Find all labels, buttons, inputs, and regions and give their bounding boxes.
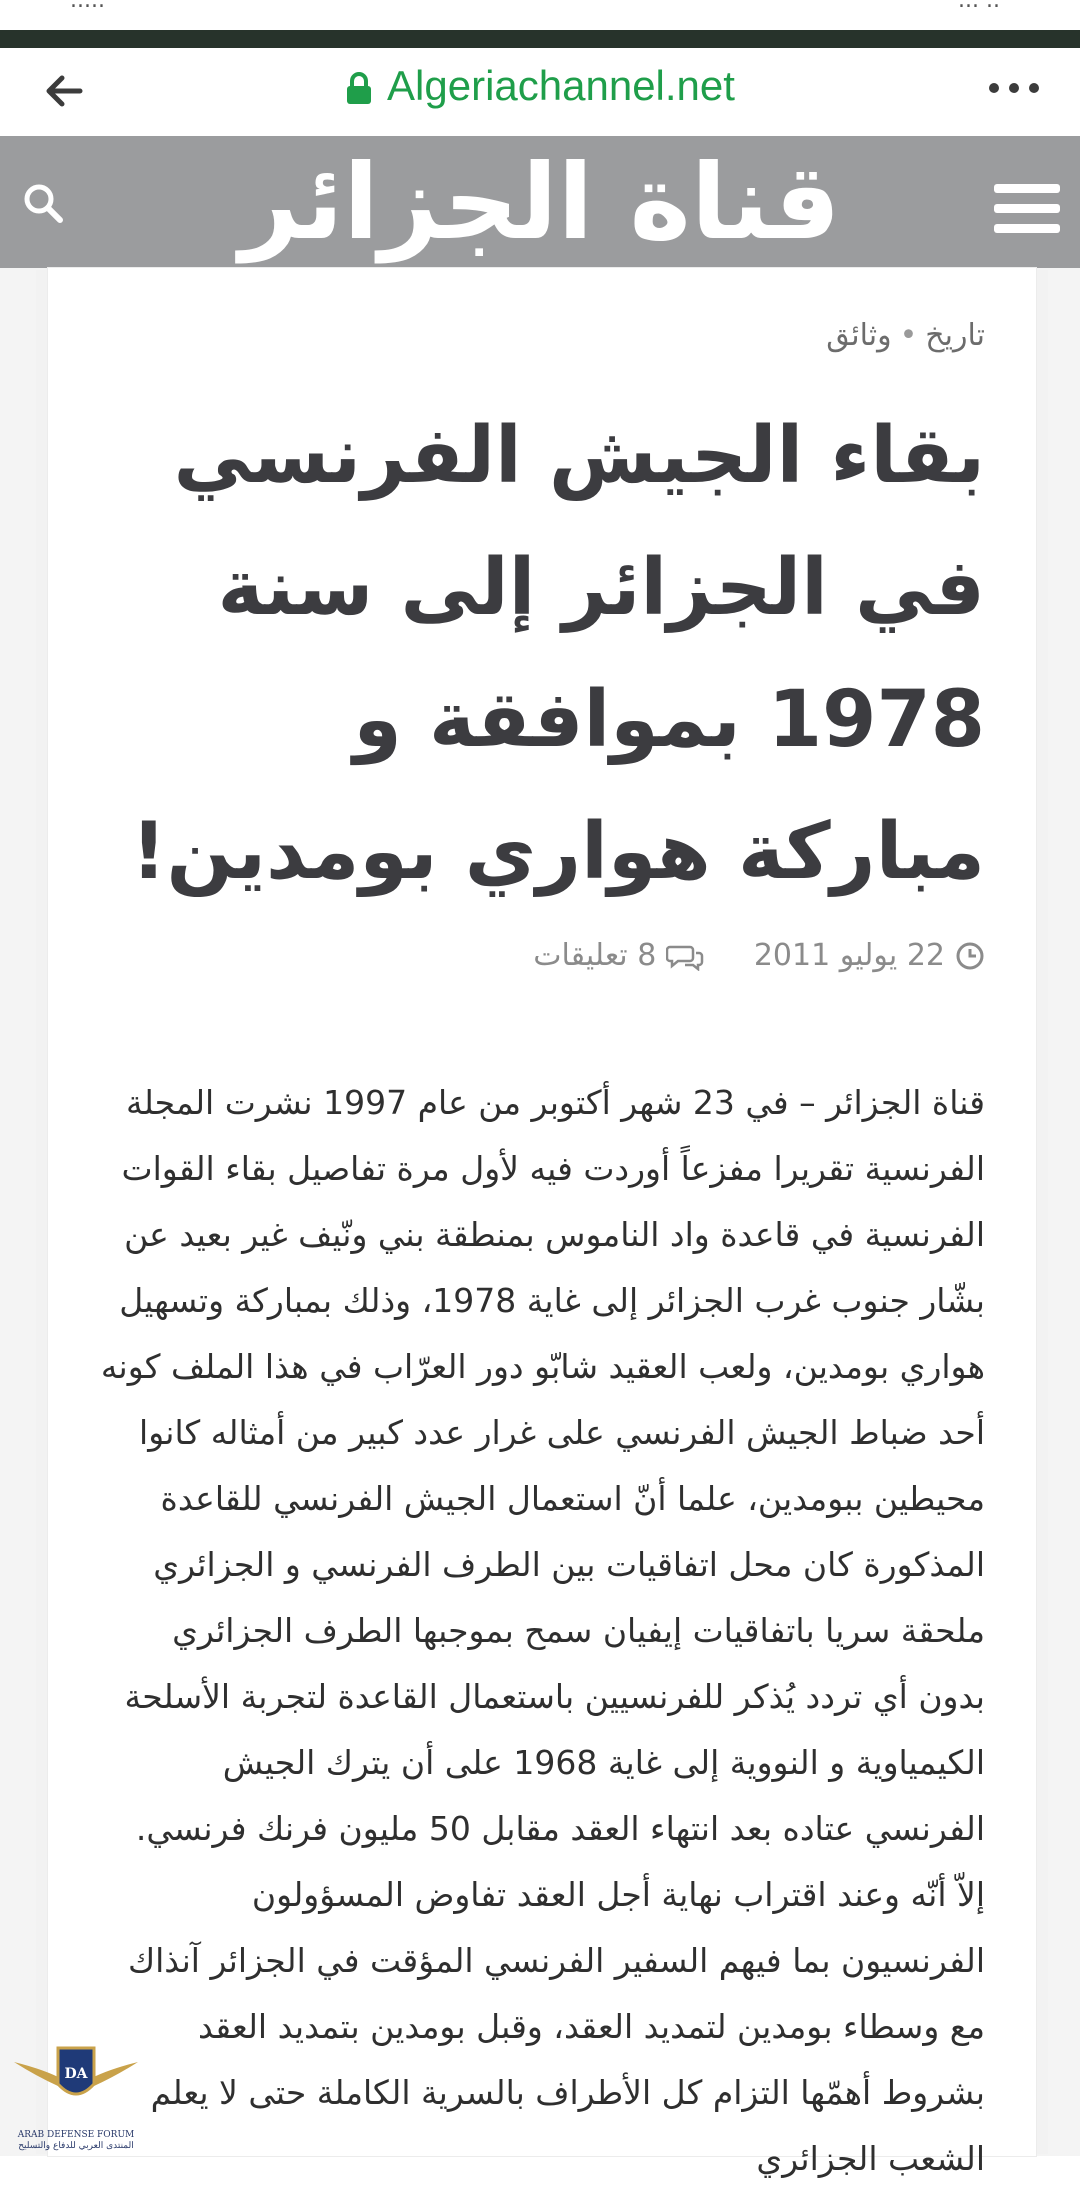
url-field[interactable]: [0, 62, 1080, 110]
article-body: [100, 1070, 985, 2192]
article-date: [754, 938, 985, 973]
more-options-icon[interactable]: [984, 68, 1044, 108]
breadcrumb-item-history[interactable]: تاريخ: [925, 318, 985, 353]
arab-defense-forum-watermark: [6, 2040, 146, 2152]
status-time: .....: [70, 0, 105, 13]
watermark-badge-text: DA: [64, 2066, 88, 2082]
watermark-caption: [6, 2130, 146, 2152]
site-header: [0, 136, 1080, 268]
article-paragraph: قناة الجزائر – في 23 شهر أكتوبر من عام 1997 نشرت المجلة الفرنسية تقريرا مفزعاً أوردت فيه لأول مرة تفاصيل بقاء القوات الفرنسية في قاعدة واد الناموس بمنطقة بني ونّيف غير بعيد عن بشّار جنوب غرب الجزائر إلى غاية 1978، وذلك بمباركة وتسهيل هواري بومدين، ولعب العقيد شابّو دور العرّاب في هذا الملف كونه أحد ضباط الجيش الفرنسي على غرار عدد كبير من أمثاله كانوا محيطين ببومدين، علما أنّ استعمال الجيش الفرنسي للقاعدة المذكورة كان محل اتفاقيات بين الطرف الفرنسي و الجزائري ملحقة سريا باتفاقيات إيفيان سمح بموجبها الطرف الجزائري بدون أي تردد يُذكر للفرنسيين باستعمال القاعدة لتجربة الأسلحة الكيمياوية و النووية إلى غاية 1968 على أن يترك الجيش الفرنسي عتاده بعد انتهاء العقد مقابل 50 مليون فرنك فرنسي.: [100, 1083, 985, 1848]
url-text: Algeriachannel.net: [387, 62, 735, 109]
page-margin-left: [0, 268, 48, 2156]
article-paragraph: إلاّ أنّه وعند اقتراب نهاية أجل العقد تفاوض المسؤولون الفرنسيون بما فيهم السفير الفرنسي المؤقت في الجزائر آنذاك مع وسطاء بومدين لتمديد العقد، وقبل بومدين بتمديد العقد بشروط أهمّها التزام كل الأطراف بالسرية الكاملة حتى لا يعلم الشعب الجزائري: [127, 1875, 985, 2178]
article-comments-text: 8 تعليقات: [533, 938, 657, 973]
article-date-text: 22 يوليو 2011: [753, 938, 945, 973]
article-title: بقاء الجيش الفرنسي في الجزائر إلى سنة 1978 بموافقة و مباركة هواري بومدين!: [130, 411, 985, 897]
clock-icon: [955, 941, 985, 971]
status-bar: [0, 0, 1080, 30]
system-bar-strip: [0, 30, 1080, 48]
winged-shield-logo: [6, 2040, 146, 2124]
watermark-line-en: ARAB DEFENSE FORUM: [17, 2130, 135, 2140]
watermark-line-ar: المنتدى العربي للدفاع والتسليح: [18, 2141, 134, 2151]
breadcrumb-separator: •: [899, 318, 918, 353]
breadcrumb: [100, 318, 985, 353]
status-icons: ... ..: [958, 0, 1000, 13]
hamburger-menu-icon[interactable]: [992, 180, 1062, 236]
lock-icon: [345, 72, 373, 106]
breadcrumb-item-documents[interactable]: وثائق: [826, 318, 892, 353]
article-comments-link[interactable]: [533, 938, 704, 973]
browser-url-bar: [0, 48, 1080, 137]
page-margin-right: [1036, 268, 1080, 2156]
comments-icon: [666, 941, 704, 971]
site-logo[interactable]: قناة الجزائر: [239, 141, 841, 263]
article-meta: [100, 938, 985, 986]
